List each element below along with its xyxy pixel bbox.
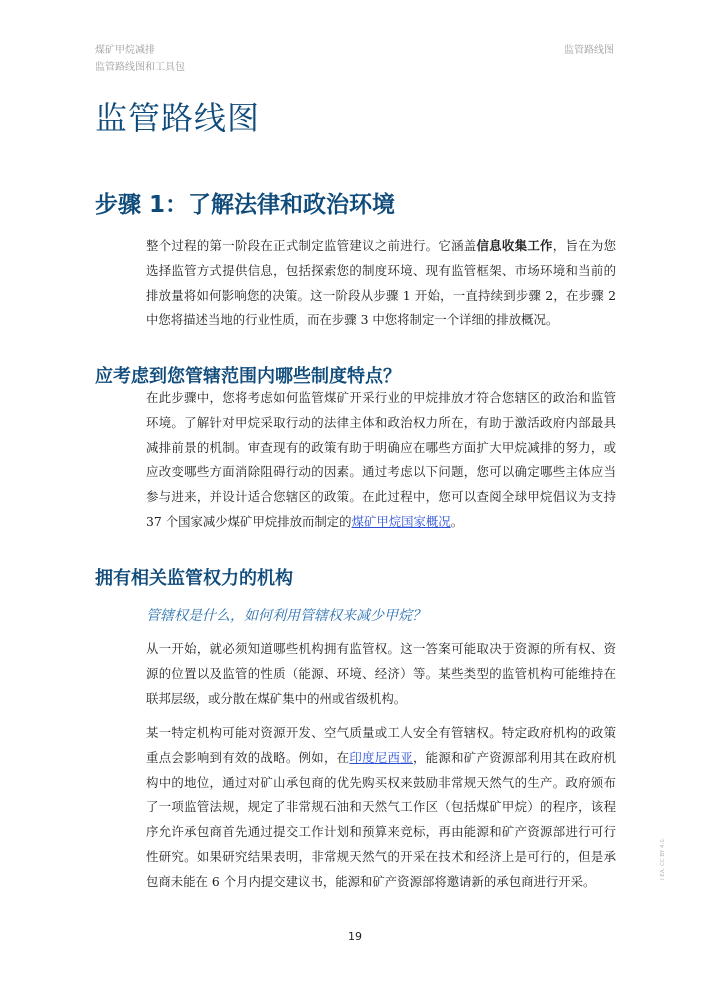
cmm-country-profiles-link[interactable]: 煤矿甲烷国家概况 bbox=[351, 513, 451, 529]
header-doc-subtitle: 监管路线图和工具包 bbox=[95, 62, 185, 73]
features-heading: 应考虑到您管辖范围内哪些制度特点？ bbox=[95, 366, 401, 387]
agencies-heading: 拥有相关监管权力的机构 bbox=[95, 568, 293, 589]
features-paragraph bbox=[146, 386, 616, 535]
step1-text-a: 整个过程的第一阶段在正式制定监管建议之前进行。它涵盖 bbox=[146, 238, 477, 253]
header-doc-title: 煤矿甲烷减排 bbox=[95, 45, 155, 56]
agencies-text-a: 某一特定机构可能对资源开发、空气质量或工人安全有管辖权。特定政府机构的政策重点会影响到有效的战略。例如，在 bbox=[146, 725, 616, 765]
license-credit: I EA. CC BY 4.0. bbox=[660, 837, 666, 880]
step1-heading: 步骤 1：了解法律和政治环境 bbox=[95, 192, 396, 218]
agencies-subheading: 管辖权是什么，如何利用管辖权来减少甲烷？ bbox=[146, 608, 426, 624]
agencies-paragraph-2 bbox=[146, 721, 616, 895]
features-text-a: 在此步骤中，您将考虑如何监管煤矿开采行业的甲烷排放才符合您辖区的政治和监管环境。了解针对甲烷采取行动的法律主体和政治权力所在，有助于激活政府内部最具减排前景的机制。审查现有的政策有助于明确应在哪些方面扩大甲烷减排的努力，或应改变哪些方面消除阻碍行动的因素。通过考虑以下问题，您可以确定哪些主体应当参与进来，并设计适合您辖区的政策。在此过程中，您可以查阅全球甲烷倡议为支持 37 个国家减少煤矿甲烷排放而制定的 bbox=[146, 390, 616, 529]
agencies-text-b: ，能源和矿产资源部利用其在政府机构中的地位，通过对矿山承包商的优先购买权来鼓励非常规天然气的生产。政府颁布了一项监管法规，规定了非常规石油和天然气工作区（包括煤矿甲烷）的程序，该程序允许承包商首先通过提交工作计划和预算来竞标，再由能源和矿产资源部进行可行性研究。如果研究结果表明，非常规天然气的开采在技术和经济上是可行的，但是承包商未能在 6 个月内提交建议书，能源和矿产资源部将邀请新的承包商进行开采。 bbox=[146, 749, 617, 889]
step1-paragraph bbox=[146, 234, 616, 333]
header-section-title: 监管路线图 bbox=[564, 45, 614, 56]
page-number: 19 bbox=[348, 930, 362, 943]
step1-text-b: ，旨在为您选择监管方式提供信息，包括探索您的制度环境、现有监管框架、市场环境和当前的排放量将如何影响您的决策。这一阶段从步骤 1 开始，一直持续到步骤 2，在步骤 2 中您将描述当地的行业性质，而在步骤 3 中您将制定一个详细的排放概况。 bbox=[146, 238, 617, 328]
agencies-paragraph-1: 从一开始，就必须知道哪些机构拥有监管权。这一答案可能取决于资源的所有权、资源的位置以及监管的性质（能源、环境、经济）等。某些类型的监管机构可能维持在联邦层级，或分散在煤矿集中的州或省级机构。 bbox=[146, 641, 616, 706]
page-title: 监管路线图 bbox=[95, 99, 261, 137]
features-text-b: 。 bbox=[450, 513, 464, 529]
indonesia-link[interactable]: 印度尼西亚 bbox=[349, 749, 413, 765]
step1-bold-term: 信息收集工作 bbox=[476, 238, 553, 253]
